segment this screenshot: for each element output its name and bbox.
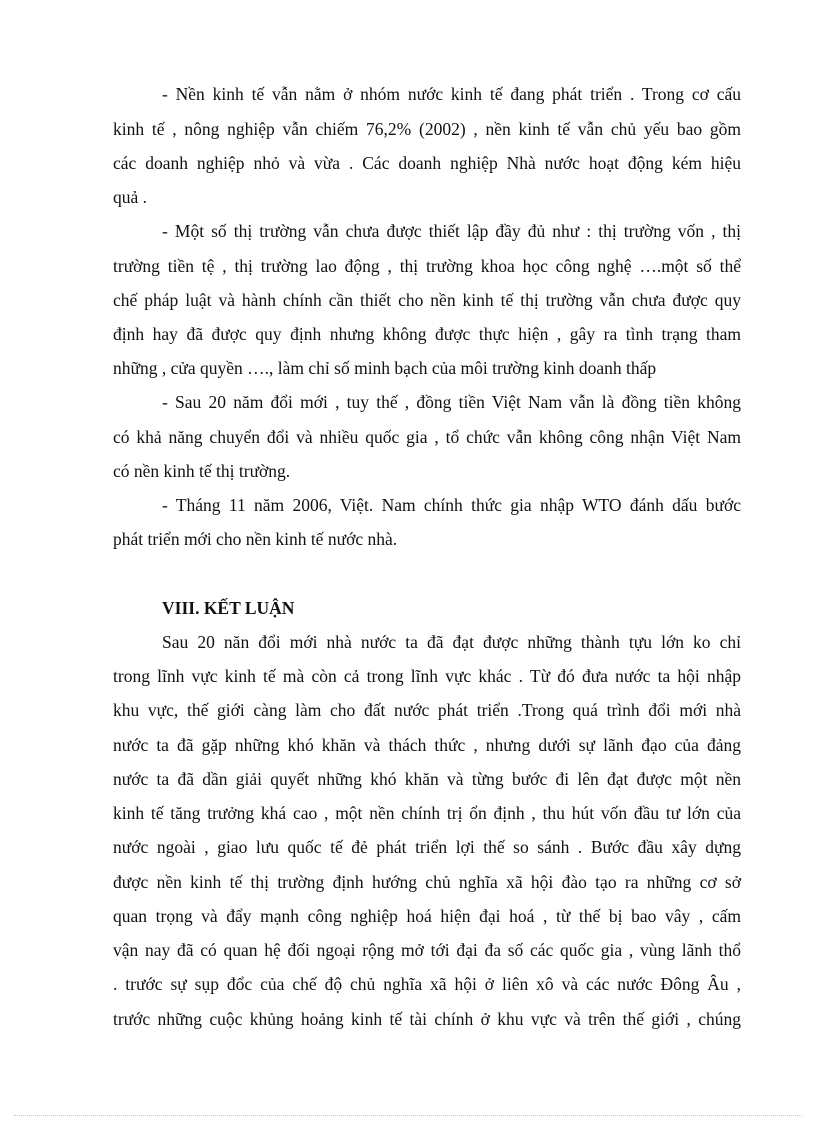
- text-line: trường tiền tệ , thị trường lao động , thị trường khoa học công nghệ ….một số thể: [113, 256, 741, 276]
- text-line: quan trọng và đẩy mạnh công nghiệp hoá hiện đại hoá , từ thế bị bao vây , cấm: [113, 906, 741, 926]
- text-line: nước ta đã dần giải quyết những khó khăn và từng bước đi lên đạt được một nền: [113, 769, 741, 789]
- text-line: quả .: [113, 187, 148, 207]
- text-line: có khả năng chuyển đổi và nhiều quốc gia , tổ chức vẫn không công nhận Việt Nam: [113, 427, 741, 447]
- text-line: . trước sự sụp đổc của chế độ chủ nghĩa xã hội ở liên xô và các nước Đông Âu ,: [113, 974, 741, 994]
- text-line: - Sau 20 năm đổi mới , tuy thế , đồng tiền Việt Nam vẫn là đồng tiền không: [162, 392, 741, 412]
- page-bottom-divider: [14, 1115, 802, 1116]
- text-line: định hay đã được quy định nhưng không được thực hiện , gây ra tình trạng tham: [113, 324, 741, 344]
- text-line: nước ta đã gặp những khó khăn và thách thức , nhưng dưới sự lãnh đạo của đảng: [113, 735, 741, 755]
- text-line: phát triển mới cho nền kinh tế nước nhà.: [113, 529, 398, 549]
- text-line: - Một số thị trường vẫn chưa được thiết lập đầy đủ như : thị trường vốn , thị: [162, 221, 741, 241]
- text-line: kinh tế , nông nghiệp vẫn chiếm 76,2% (2002) , nền kinh tế vẫn chủ yếu bao gồm: [113, 119, 741, 139]
- text-line: nước ngoài , giao lưu quốc tế đẻ phát triển lợi thế so sánh . Bước đầu xây dựng: [113, 837, 741, 857]
- text-line: những , cửa quyền …., làm chỉ số minh bạch của môi trường kinh doanh thấp: [113, 358, 657, 378]
- text-line: trước những cuộc khủng hoảng kinh tế tài chính ở khu vực và trên thế giới , chúng: [113, 1009, 741, 1029]
- text-line: khu vực, thế giới càng làm cho đất nước phát triển .Trong quá trình đổi mới nhà: [113, 700, 741, 720]
- text-line: vận nay đã có quan hệ đối ngoại rộng mở tới đại đa số các quốc gia , vùng lãnh thổ: [113, 940, 741, 960]
- text-line: các doanh nghiệp nhỏ và vừa . Các doanh nghiệp Nhà nước hoạt động kém hiệu: [113, 153, 741, 173]
- text-line: kinh tế tăng trưởng khá cao , một nền chính trị ổn định , thu hút vốn đầu tư lớn của: [113, 803, 741, 823]
- text-line: - Nền kinh tế vẫn nằm ở nhóm nước kinh tế đang phát triển . Trong cơ cấu: [162, 84, 741, 104]
- text-line: được nền kinh tế thị trường định hướng chủ nghĩa xã hội đào tạo ra những cơ sở: [113, 872, 741, 892]
- text-line: - Tháng 11 năm 2006, Việt. Nam chính thức gia nhập WTO đánh dấu bước: [162, 495, 741, 515]
- text-line: chế pháp luật và hành chính cần thiết cho nền kinh tế thị trường vẫn chưa được quy: [113, 290, 741, 310]
- text-line: Sau 20 năn đổi mới nhà nước ta đã đạt được những thành tựu lớn ko chỉ: [162, 632, 741, 652]
- section-heading: VIII. KẾT LUẬN: [162, 598, 295, 618]
- text-line: có nền kinh tế thị trường.: [113, 461, 291, 481]
- text-line: trong lĩnh vực kinh tế mà còn cả trong lĩnh vực khác . Từ đó đưa nước ta hội nhập: [113, 666, 741, 686]
